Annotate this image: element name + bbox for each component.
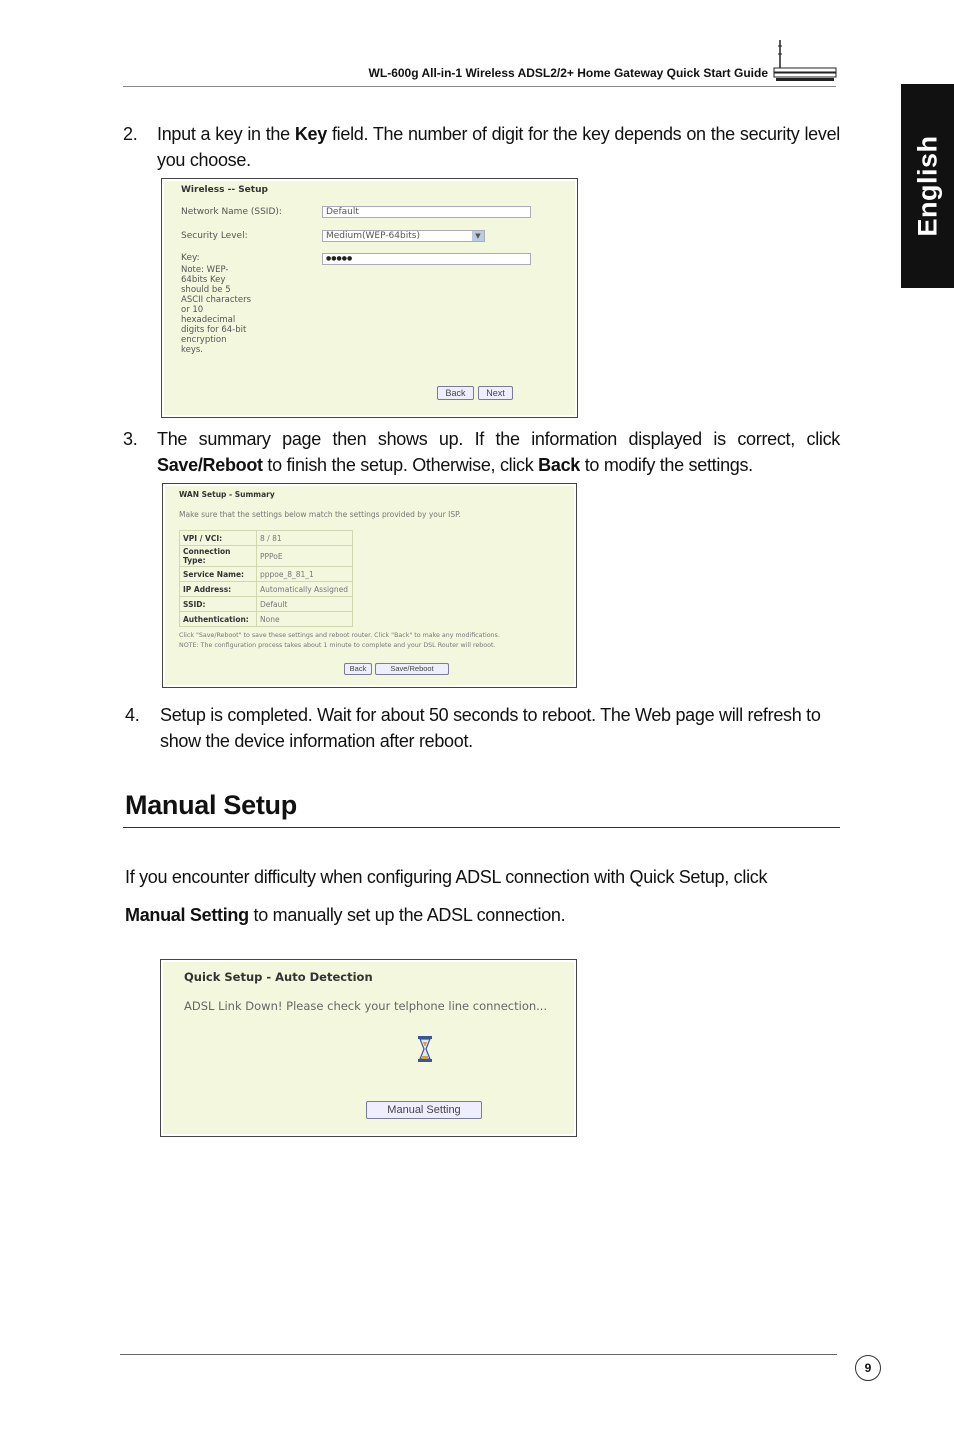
auto-detection-title: Quick Setup - Auto Detection [184, 970, 373, 984]
table-row [180, 612, 353, 627]
wan-summary-title: WAN Setup - Summary [179, 490, 275, 499]
step-4-text: Setup is completed. Wait for about 50 seconds to reboot. The Web page will refresh to show the device information after reboot. [160, 705, 821, 751]
row-value: Default [257, 597, 353, 612]
row-key: VPI / VCI: [180, 531, 257, 546]
key-label: Key: [181, 253, 200, 263]
auto-detection-message: ADSL Link Down! Please check your telphone line connection... [184, 999, 548, 1013]
row-value: pppoe_8_81_1 [257, 567, 353, 582]
row-value: 8 / 81 [257, 531, 353, 546]
next-button[interactable]: Next [478, 386, 513, 400]
security-level-select[interactable]: Medium(WEP-64bits) ▼ [322, 230, 485, 242]
section-paragraph-2: Manual Setting to manually set up the ADSL connection. [125, 905, 566, 925]
header-rule [123, 86, 836, 87]
language-tab [901, 84, 954, 288]
section-rule [123, 827, 840, 828]
save-reboot-button[interactable]: Save/Reboot [375, 663, 449, 675]
security-level-label: Security Level: [181, 231, 248, 241]
step-3-number: 3. [123, 429, 138, 449]
step-4-number: 4. [125, 705, 140, 725]
row-key: SSID: [180, 597, 257, 612]
step-2-text: Input a key in the Key field. The number of digit for the key depends on the security level you choose. [157, 124, 840, 170]
wan-summary-table [179, 530, 353, 627]
back-button[interactable]: Back [437, 386, 474, 400]
key-note: Note: WEP-64bits Key should be 5 ASCII characters or 10 hexadecimal digits for 64-bit encryption keys. [181, 265, 251, 355]
hourglass-icon [417, 1035, 433, 1063]
table-row [180, 531, 353, 546]
row-key: Service Name: [180, 567, 257, 582]
ssid-input[interactable]: Default [322, 206, 531, 218]
row-value: PPPoE [257, 546, 353, 567]
header-title: WL-600g All-in-1 Wireless ADSL2/2+ Home Gateway Quick Start Guide [368, 66, 768, 80]
manual-setting-button[interactable]: Manual Setting [366, 1101, 482, 1119]
row-key: Authentication: [180, 612, 257, 627]
table-row [180, 597, 353, 612]
auto-detection-screenshot [160, 959, 577, 1137]
table-row [180, 567, 353, 582]
back-button[interactable]: Back [344, 663, 372, 675]
row-key: IP Address: [180, 582, 257, 597]
ssid-label: Network Name (SSID): [181, 207, 282, 217]
key-input[interactable]: ●●●●● [322, 253, 531, 265]
table-row [180, 582, 353, 597]
table-row [180, 546, 353, 567]
page-number: 9 [855, 1355, 881, 1381]
step-2-number: 2. [123, 124, 138, 144]
footer-rule [120, 1354, 837, 1355]
wireless-setup-screenshot [161, 178, 578, 418]
row-value: None [257, 612, 353, 627]
wan-summary-note-2: NOTE: The configuration process takes about 1 minute to complete and your DSL Router will reboot. [179, 642, 496, 649]
wan-summary-screenshot [162, 483, 577, 688]
row-value: Automatically Assigned [257, 582, 353, 597]
step-3-text: The summary page then shows up. If the information displayed is correct, click Save/Reboot to finish the setup. Otherwise, click Back to modify the settings. [157, 429, 840, 475]
language-tab-label: English [912, 135, 942, 237]
row-key: Connection Type: [180, 546, 257, 567]
wan-summary-note-1: Click "Save/Reboot" to save these settings and reboot router. Click "Back" to make any modifications. [179, 632, 500, 639]
section-paragraph-1: If you encounter difficulty when configuring ADSL connection with Quick Setup, click [125, 867, 768, 887]
router-icon [772, 38, 838, 84]
chevron-down-icon: ▼ [472, 231, 484, 241]
wireless-setup-title: Wireless -- Setup [181, 185, 268, 195]
wan-summary-intro: Make sure that the settings below match the settings provided by your ISP. [179, 510, 461, 519]
section-title: Manual Setup [125, 790, 297, 820]
